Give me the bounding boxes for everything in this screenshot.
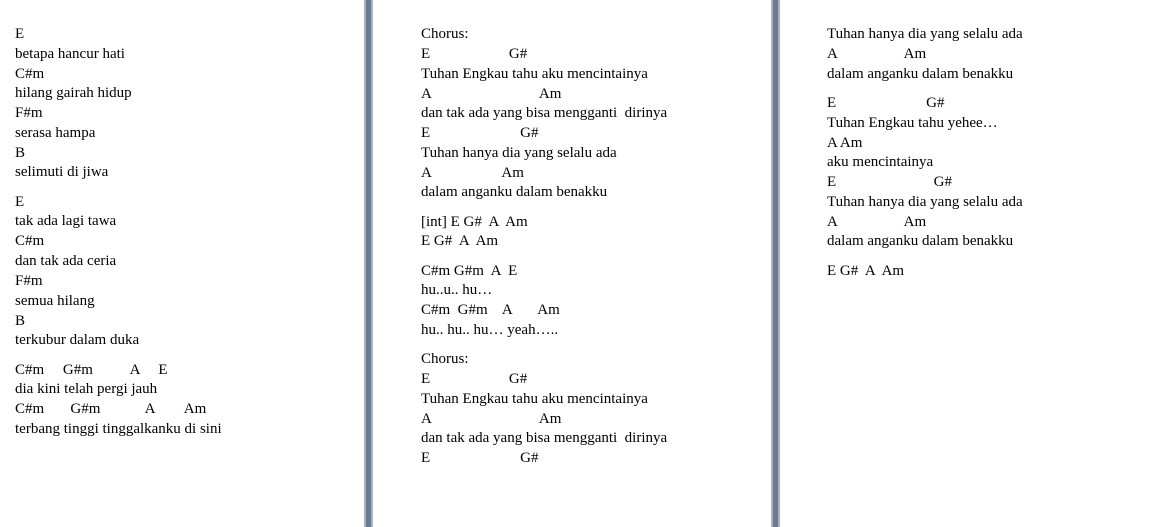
lyric-line: Tuhan hanya dia yang selalu ada [421,144,617,161]
chord-line: E G# [827,95,945,112]
lyrics-column-1 [15,24,222,439]
chord-line: C#m G#m A E [15,361,168,378]
lyric-line: aku mencintainya [827,154,934,171]
section-label: Chorus: [421,351,469,368]
paragraph-spacer [421,251,667,261]
lyric-line: betapa hancur hati [15,45,125,62]
chord-line: E G# A Am [421,233,499,250]
chord-line: A Am [421,410,562,427]
lyric-line: dan tak ada yang bisa mengganti dirinya [421,105,668,122]
lyric-line: Tuhan Engkau tahu yehee… [827,114,998,131]
chord-line: F#m [15,105,43,122]
chord-line: E G# [421,125,539,142]
chord-line: C#m G#m A E [421,262,518,279]
paragraph-spacer [421,340,667,350]
lyric-line: hu..u.. hu… [421,282,493,299]
lyric-line: Tuhan hanya dia yang selalu ada [827,193,1023,210]
chord-line: [int] E G# A Am [421,213,528,230]
chord-line: A Am [421,85,562,102]
lyric-line: terbang tinggi tinggalkanku di sini [15,420,222,437]
paragraph-spacer [827,251,1023,261]
chord-line: A Am [827,134,863,151]
lyric-line: Tuhan hanya dia yang selalu ada [827,26,1023,42]
section-label: Chorus: [421,26,469,42]
paragraph-spacer [827,84,1023,94]
chord-line: C#m [15,65,45,82]
lyric-line: serasa hampa [15,124,96,141]
lyric-line: dalam anganku dalam benakku [827,65,1014,82]
lyric-line: dalam anganku dalam benakku [421,184,608,201]
chord-line: B [15,144,26,161]
lyric-line: hilang gairah hidup [15,85,132,102]
chord-line: E G# [827,174,952,191]
chord-line: F#m [15,273,43,290]
page-gap-2 [771,0,780,527]
chord-line: C#m [15,233,45,250]
chord-line: A Am [827,46,927,62]
chord-line: A Am [827,213,927,230]
lyric-line: dalam anganku dalam benakku [827,233,1014,250]
page-gap-1 [364,0,373,527]
lyric-line: dia kini telah pergi jauh [15,381,158,398]
paragraph-spacer [15,350,222,360]
chord-line: E G# [421,46,528,62]
chord-line: C#m G#m A Am [15,401,207,418]
chord-line: B [15,312,26,329]
lyric-line: tak ada lagi tawa [15,213,117,230]
chord-line: E G# [421,371,528,388]
lyric-line: semua hilang [15,292,95,309]
lyric-line: Tuhan Engkau tahu aku mencintainya [421,390,648,407]
lyric-line: terkubur dalam duka [15,332,140,349]
lyric-line: hu.. hu.. hu… yeah….. [421,321,559,338]
document-page-2 [373,0,771,527]
document-page-3 [780,0,1159,527]
paragraph-spacer [15,182,222,192]
chord-line: C#m G#m A Am [421,302,560,319]
lyrics-column-3 [827,24,1023,281]
lyrics-column-2 [421,24,667,468]
paragraph-spacer [421,202,667,212]
chord-line: E [15,26,25,42]
lyric-line: Tuhan Engkau tahu aku mencintainya [421,65,648,82]
chord-line: E G# [421,450,539,467]
lyric-line: dan tak ada yang bisa mengganti dirinya [421,430,668,447]
chord-line: E G# A Am [827,262,905,279]
document-page-1 [0,0,364,527]
chord-line: A Am [421,164,524,181]
chord-line: E [15,193,25,210]
lyric-line: selimuti di jiwa [15,164,109,181]
lyric-line: dan tak ada ceria [15,253,117,270]
